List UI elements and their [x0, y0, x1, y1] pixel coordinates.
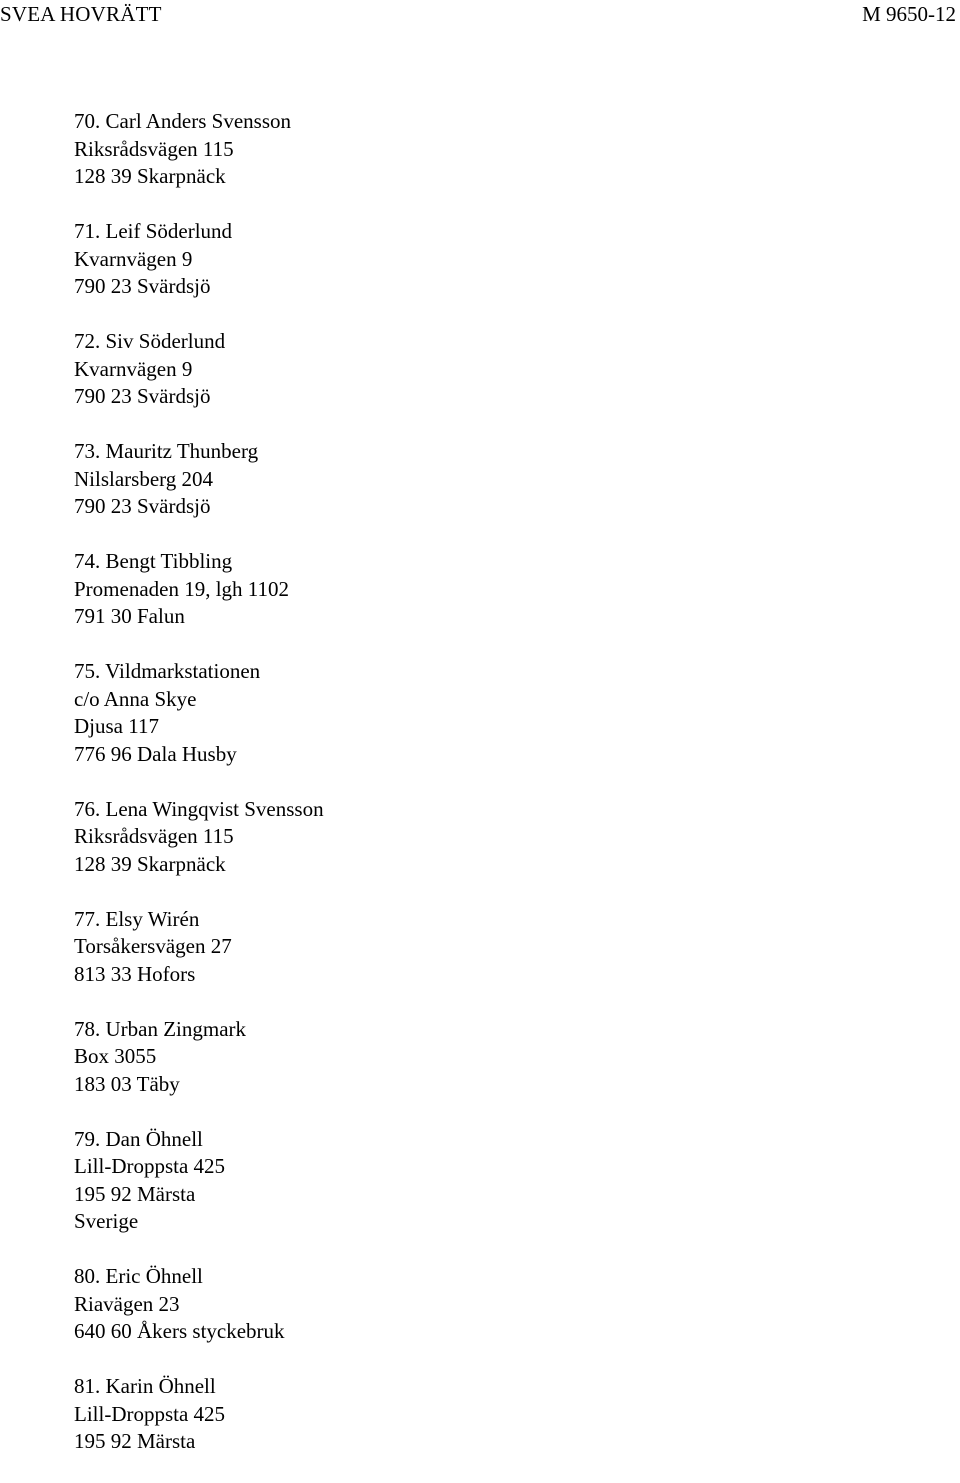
entry-postal: 790 23 Svärdsjö — [74, 274, 211, 298]
entry-street: Riavägen 23 — [74, 1291, 180, 1316]
address-entry — [74, 218, 774, 301]
entry-postal: 640 60 Åkers styckebruk — [74, 1319, 285, 1343]
address-entry — [74, 1263, 774, 1346]
address-entry — [74, 108, 774, 191]
entry-street: Lill-Droppsta 425 — [74, 1154, 226, 1178]
entry-street: Riksrådsvägen 115 — [74, 136, 234, 161]
entry-care-of: c/o Anna Skye — [74, 686, 197, 711]
entry-street: Djusa 117 — [74, 714, 159, 738]
entry-name: 79. Dan Öhnell — [74, 1126, 203, 1151]
entry-name: 77. Elsy Wirén — [74, 906, 200, 931]
entry-name: 75. Vildmarkstationen — [74, 659, 261, 683]
address-entry — [74, 658, 774, 768]
entry-name: 81. Karin Öhnell — [74, 1374, 216, 1398]
entry-country: Sverige — [74, 1209, 139, 1233]
entry-name: 73. Mauritz Thunberg — [74, 439, 259, 463]
entry-postal: 791 30 Falun — [74, 604, 185, 628]
address-entry — [74, 1373, 774, 1456]
entry-postal: 128 39 Skarpnäck — [74, 164, 226, 188]
entry-street: Kvarnvägen 9 — [74, 356, 193, 381]
address-entry — [74, 328, 774, 411]
entry-postal: 128 39 Skarpnäck — [74, 851, 226, 876]
entry-street: Box 3055 — [74, 1044, 157, 1068]
entry-street: Nilslarsberg 204 — [74, 466, 214, 491]
address-entry — [74, 548, 774, 631]
entry-postal: 183 03 Täby — [74, 1071, 180, 1096]
case-number: M 9650-12 — [862, 2, 956, 26]
entry-name: 78. Urban Zingmark — [74, 1016, 247, 1041]
entry-name: 71. Leif Söderlund — [74, 219, 233, 243]
entry-name: 70. Carl Anders Svensson — [74, 109, 291, 133]
address-entry — [74, 1016, 774, 1099]
address-entry — [74, 906, 774, 989]
entry-postal: 776 96 Dala Husby — [74, 741, 237, 766]
entry-postal: 813 33 Hofors — [74, 961, 196, 986]
entry-name: 80. Eric Öhnell — [74, 1264, 203, 1288]
entry-postal: 790 23 Svärdsjö — [74, 384, 211, 408]
address-list — [74, 108, 774, 1483]
entry-street: Kvarnvägen 9 — [74, 246, 193, 271]
entry-name: 76. Lena Wingqvist Svensson — [74, 796, 324, 821]
court-name: SVEA HOVRÄTT — [0, 2, 162, 26]
entry-street: Torsåkersvägen 27 — [74, 934, 232, 958]
entry-postal: 195 92 Märsta — [74, 1429, 196, 1453]
entry-street: Lill-Droppsta 425 — [74, 1401, 226, 1426]
entry-name: 72. Siv Söderlund — [74, 329, 226, 353]
address-entry — [74, 438, 774, 521]
address-entry — [74, 1126, 774, 1236]
entry-street: Promenaden 19, lgh 1102 — [74, 576, 290, 601]
address-entry — [74, 796, 774, 879]
entry-street: Riksrådsvägen 115 — [74, 824, 234, 848]
entry-postal: 195 92 Märsta — [74, 1181, 196, 1206]
page-header — [0, 0, 960, 28]
entry-name: 74. Bengt Tibbling — [74, 549, 233, 573]
entry-postal: 790 23 Svärdsjö — [74, 494, 211, 518]
